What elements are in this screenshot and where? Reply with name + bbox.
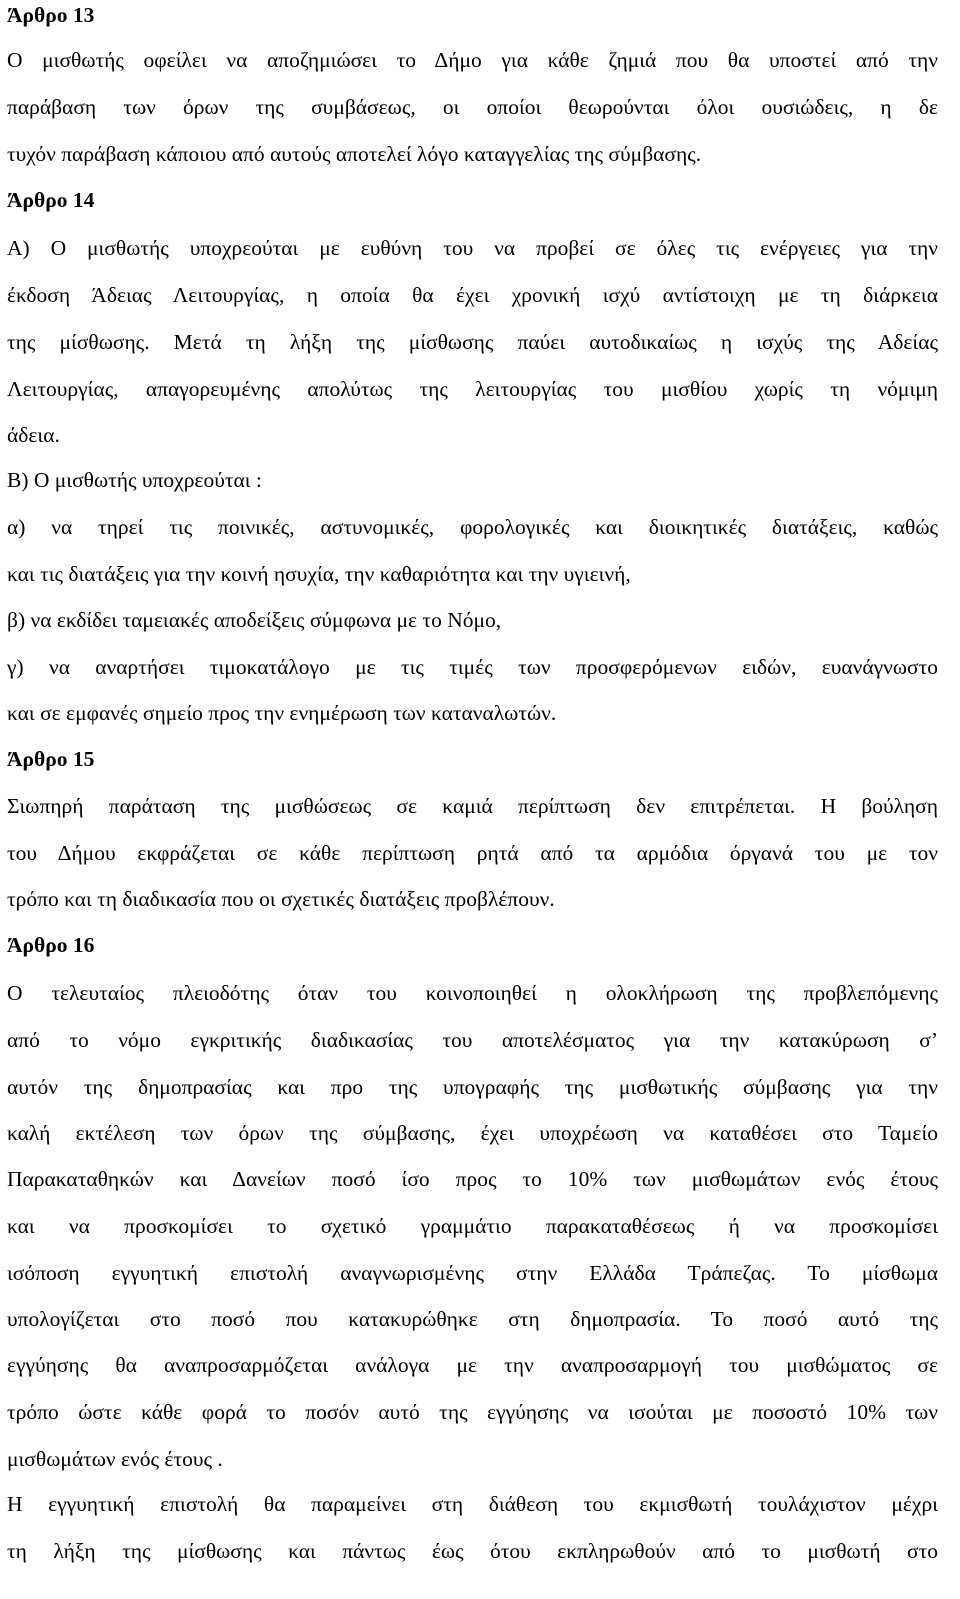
article-14-heading: Άρθρο 14 (7, 188, 95, 212)
article-14-line: Α) Ο μισθωτής υποχρεούται με ευθύνη του να προβεί σε όλες τις ενέργειες για την (7, 236, 938, 260)
article-16-line: ισόποση εγγυητική επιστολή αναγνωρισμένης στην Ελλάδα Τράπεζας. Το μίσθωμα (7, 1261, 938, 1285)
article-16-line: και να προσκομίσει το σχετικό γραμμάτιο παρακαταθέσεως ή να προσκομίσει (7, 1214, 938, 1238)
article-14-line: και σε εμφανές σημείο προς την ενημέρωση των καταναλωτών. (7, 701, 557, 725)
article-16-heading: Άρθρο 16 (7, 933, 95, 957)
article-15-line: του Δήμου εκφράζεται σε κάθε περίπτωση ρητά από τα αρμόδια όργανά του με τον (7, 841, 938, 865)
article-13-line: τυχόν παράβαση κάποιου από αυτούς αποτελεί λόγο καταγγελίας της σύμβασης. (7, 142, 702, 166)
article-16-line: μισθωμάτων ενός έτους . (7, 1447, 223, 1471)
article-14-line: α) να τηρεί τις ποινικές, αστυνομικές, φορολογικές και διοικητικές διατάξεις, καθώς (7, 515, 938, 539)
article-16-line: από το νόμο εγκριτικής διαδικασίας του αποτελέσματος για την κατακύρωση σ’ (7, 1028, 938, 1052)
article-16-line: καλή εκτέλεση των όρων της σύμβασης, έχει υποχρέωση να καταθέσει στο Ταμείο (7, 1121, 938, 1145)
article-16-line: τρόπο ώστε κάθε φορά το ποσόν αυτό της εγγύησης να ισούται με ποσοστό 10% των (7, 1400, 938, 1424)
article-16-line: εγγύησης θα αναπροσαρμόζεται ανάλογα με την αναπροσαρμογή του μισθώματος σε (7, 1353, 938, 1377)
article-14-line: β) να εκδίδει ταμειακές αποδείξεις σύμφωνα με το Νόμο, (7, 608, 502, 632)
article-14-line: Β) Ο μισθωτής υποχρεούται : (7, 468, 262, 492)
article-16-line: Ο τελευταίος πλειοδότης όταν του κοινοποιηθεί η ολοκλήρωση της προβλεπόμενης (7, 981, 938, 1005)
article-14-line: άδεια. (7, 423, 60, 447)
article-13-line: Ο μισθωτής οφείλει να αποζημιώσει το Δήμο για κάθε ζημιά που θα υποστεί από την (7, 48, 938, 72)
article-16-line: υπολογίζεται στο ποσό που κατακυρώθηκε στη δημοπρασία. Το ποσό αυτό της (7, 1307, 938, 1331)
article-14-line: γ) να αναρτήσει τιμοκατάλογο με τις τιμές των προσφερόμενων ειδών, ευανάγνωστο (7, 655, 938, 679)
article-14-line: έκδοση Άδειας Λειτουργίας, η οποία θα έχει χρονική ισχύ αντίστοιχη με τη διάρκεια (7, 283, 938, 307)
article-16-line: αυτόν της δημοπρασίας και προ της υπογραφής της μισθωτικής σύμβασης για την (7, 1075, 938, 1099)
article-13-heading: Άρθρο 13 (7, 3, 95, 27)
article-16-line: τη λήξη της μίσθωσης και πάντως έως ότου εκπληρωθούν από το μισθωτή στο (7, 1539, 938, 1563)
article-14-line: της μίσθωσης. Μετά τη λήξη της μίσθωσης παύει αυτοδικαίως η ισχύς της Αδείας (7, 330, 938, 354)
article-13-line: παράβαση των όρων της συμβάσεως, οι οποίοι θεωρούνται όλοι ουσιώδεις, η δε (7, 95, 938, 119)
article-15-line: Σιωπηρή παράταση της μισθώσεως σε καμιά περίπτωση δεν επιτρέπεται. Η βούληση (7, 794, 938, 818)
article-14-line: και τις διατάξεις για την κοινή ησυχία, την καθαριότητα και την υγιεινή, (7, 562, 631, 586)
article-15-heading: Άρθρο 15 (7, 747, 95, 771)
article-16-line: Η εγγυητική επιστολή θα παραμείνει στη διάθεση του εκμισθωτή τουλάχιστον μέχρι (7, 1492, 938, 1516)
article-15-line: τρόπο και τη διαδικασία που οι σχετικές διατάξεις προβλέπουν. (7, 887, 555, 911)
article-14-line: Λειτουργίας, απαγορευμένης απολύτως της λειτουργίας του μισθίου χωρίς τη νόμιμη (7, 377, 938, 401)
article-16-line: Παρακαταθηκών και Δανείων ποσό ίσο προς το 10% των μισθωμάτων ενός έτους (7, 1167, 938, 1191)
